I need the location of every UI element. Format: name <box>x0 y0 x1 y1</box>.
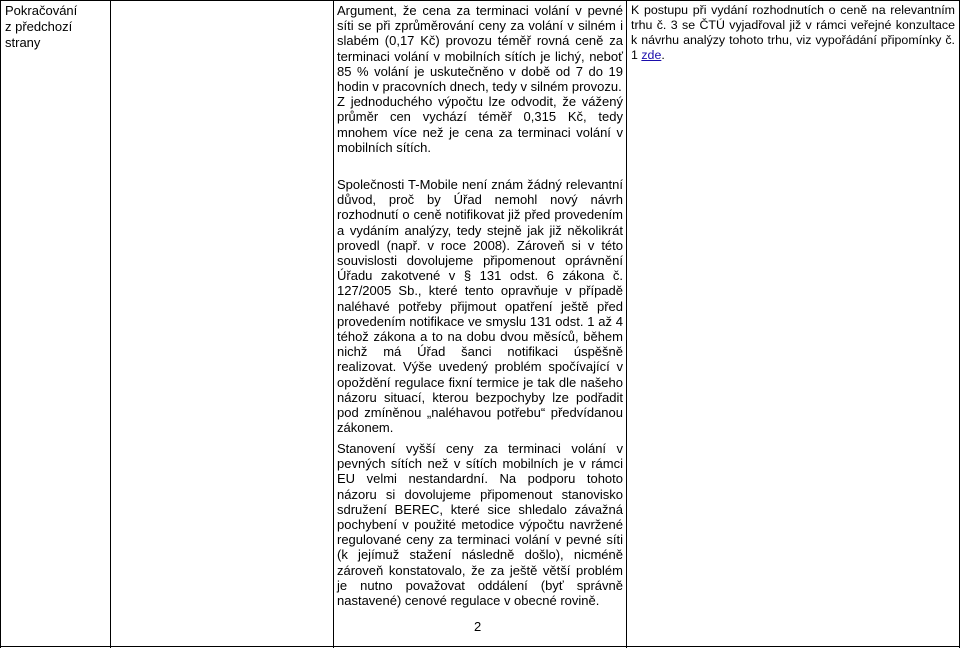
comment-block-2 <box>337 177 623 435</box>
continuation-line-1: Pokračování <box>5 3 78 18</box>
column-divider-2 <box>333 0 334 648</box>
comment-block-1 <box>337 3 623 155</box>
response-text: K postupu při vydání rozhodnutích o ceně na relevantním trhu č. 3 se ČTÚ vyjadřoval již v rámci veřejné konzultace k návrhu analýzy tohoto trhu, viz vypořádání připomínky č. 1 <box>631 3 955 62</box>
comment-paragraph-2: Společnosti T-Mobile není znám žádný relevantní důvod, proč by Úřad nemohl nový návrh rozhodnutí o ceně notifikovat již před provedením a vydáním analýzy, tedy stejně jak již několikrát provedl (např. v roce 2008). Zároveň si v této souvislosti dovolujeme připomenout oprávnění Úřadu zakotvené v § 131 odst. 6 zákona č. 127/2005 Sb., které tento opravňuje v případě naléhavé potřeby přijmout opatření ještě před provedením notifikace ve smyslu 131 odst. 1 až 4 téhož zákona a to na dobu dvou měsíců, během nichž má Úřad šanci notifikaci úspěšně realizovat. Výše uvedený problém spočívající v opoždění regulace fixní termice je tak dle našeho názoru situací, kterou bezpochyby lze podřadit pod zmíněnou „naléhavou potřebu“ předvídanou zákonem. <box>337 177 623 436</box>
continuation-line-2: z předchozí <box>5 19 73 34</box>
comment-paragraph-1b: Z jednoduchého výpočtu lze odvodit, že vážený průměr cen vychází téměř 0,315 Kč, tedy mnohem více než je cena za terminaci volání v mobilních sítích. <box>337 94 623 155</box>
column-divider-3 <box>626 0 627 648</box>
response-paragraph <box>631 3 955 63</box>
comment-paragraph-3: Stanovení vyšší ceny za terminaci volání v pevných sítích než v sítích mobilních je v rámci EU velmi nestandardní. Na podporu tohoto názoru si dovolujeme připomenout stanovisko sdružení BEREC, které sice shledalo závažná pochybení v použité metodice výpočtu navržené regulované ceny za terminaci volání v pevné síti (k jejímuž stažení následně došlo), nicméně zároveň konstatovalo, že za ještě větší problém je nutno považovat oddálení (byť správně nastavené) cenové regulace v obecné rovině. <box>337 441 623 609</box>
comment-block-3 <box>337 441 623 608</box>
comment-paragraph-1a: Argument, že cena za terminaci volání v pevné síti se při zprůměrování ceny za volání v silném i slabém (0,17 Kč) provozu téměř rovná ceně za terminaci volání v mobilních sítích je lichý, neboť 85 % volání je uskutečněno v době od 7 do 19 hodin v pracovních dnech, tedy v silném provozu. <box>337 3 623 95</box>
table-border-top <box>0 0 960 1</box>
table-border-bottom <box>0 646 960 647</box>
page-number: 2 <box>474 619 482 634</box>
table-border-left <box>0 0 1 648</box>
column-divider-1 <box>110 0 111 648</box>
continuation-label <box>5 3 105 51</box>
response-block <box>631 3 955 63</box>
response-tail: . <box>661 48 665 62</box>
zde-link[interactable]: zde <box>641 48 662 62</box>
continuation-line-3: strany <box>5 35 41 50</box>
